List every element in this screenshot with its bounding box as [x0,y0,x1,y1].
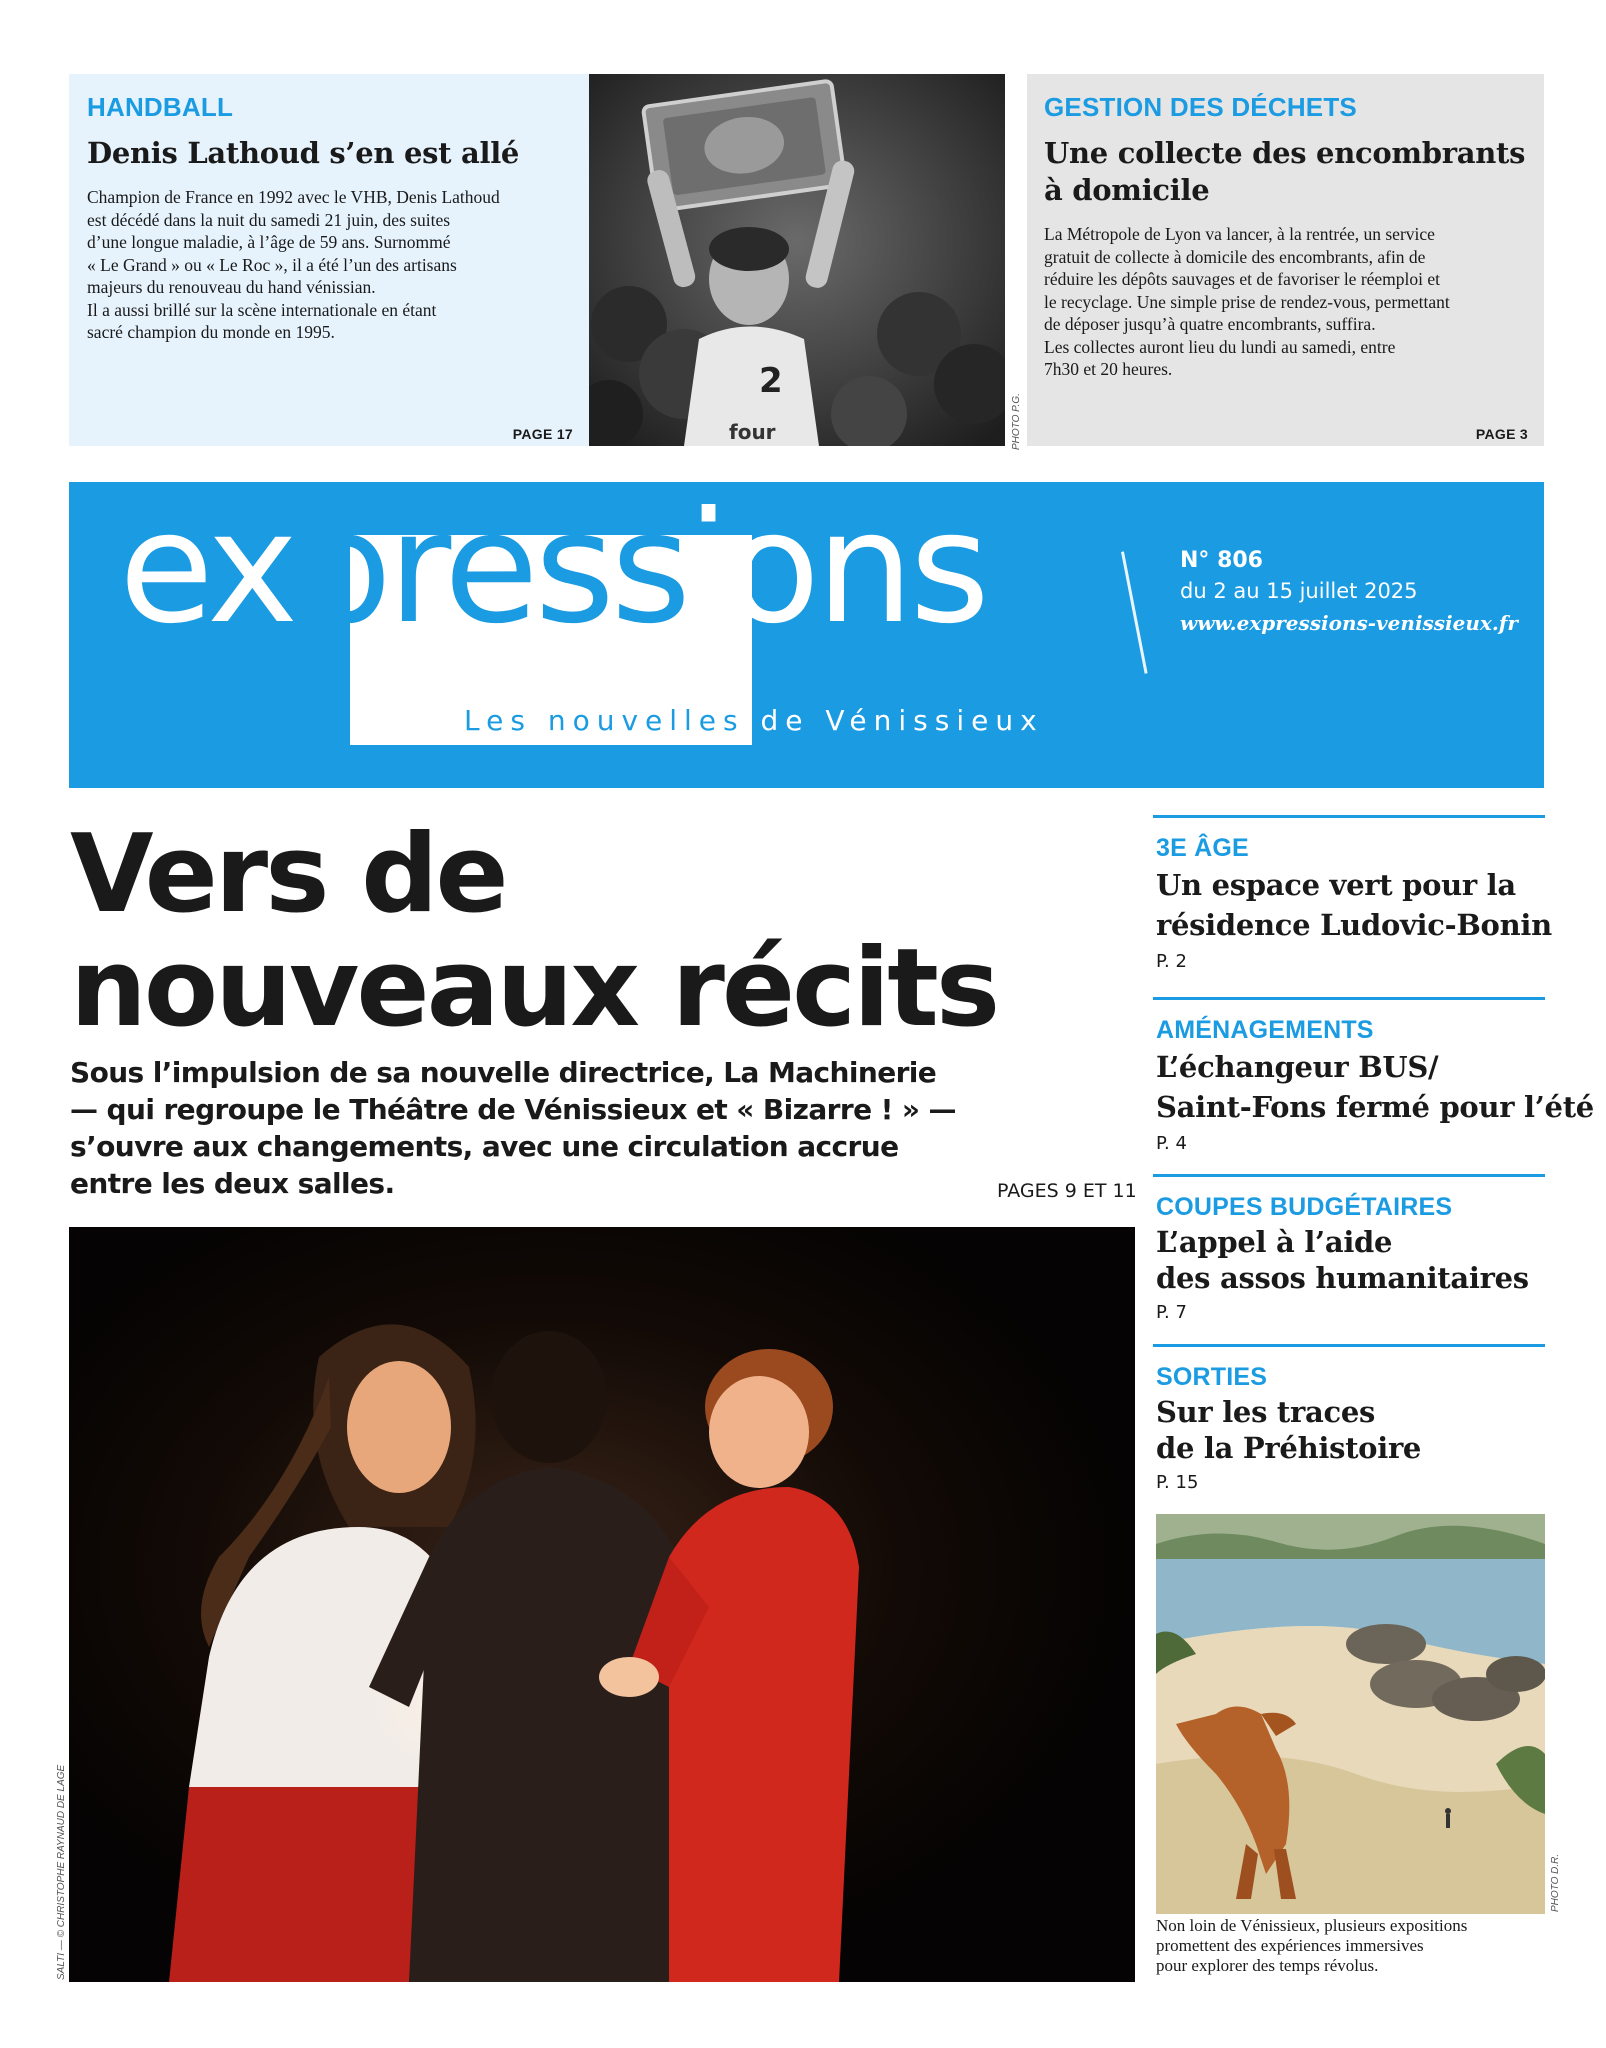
svg-text:four: four [729,420,776,444]
main-deck: Sous l’impulsion de sa nouvelle directrice, La Machinerie — qui regroupe le Théâtre de Vénissieux et « Bizarre ! » — s’ouvre aux changements, avec une circulation accrue entre les deux salles. [70,1056,956,1200]
svg-text:2: 2 [759,361,783,401]
handball-photo [589,74,1005,446]
sidebar-kicker: AMÉNAGEMENTS [1156,1016,1374,1044]
sidebar-kicker: COUPES BUDGÉTAIRES [1156,1193,1453,1221]
masthead-divider [1121,551,1148,673]
teaser-kicker: GESTION DES DÉCHETS [1044,92,1357,122]
sidebar-item-amenagements[interactable] [1153,997,1594,1172]
issue-info [1180,548,1518,635]
teaser-dechets[interactable] [1027,74,1544,446]
sidebar-kicker: 3E ÂGE [1156,834,1249,862]
main-photo-illustration [69,1227,1135,1982]
website-link[interactable]: www.expressions-venissieux.fr [1180,611,1518,635]
main-photo-theatre [69,1227,1135,1982]
main-pages-ref[interactable]: PAGES 9 ET 11 [997,1180,1137,1202]
sidebar-page-ref[interactable]: P. 15 [1156,1472,1199,1493]
teaser-title[interactable]: Une collecte des encombrants à domicile [1044,136,1526,207]
prehistory-photo [1156,1514,1545,1914]
sidebar-item-sorties[interactable] [1153,1344,1545,1514]
teaser-kicker: HANDBALL [87,92,234,122]
masthead-logo[interactable]: expressions [119,482,986,658]
teaser-body: La Métropole de Lyon va lancer, à la rentrée, un service gratuit de collecte à domicile des encombrants, afin de réduire les dépôts sauvages et de favoriser le réemploi et le recyclage. Une simple prise de rendez-vous, permettant de déposer jusqu’à quatre encombrants, suffira. Les collectes auront lieu du lundi au samedi, entre 7h30 et 20 heures. [1044,224,1450,379]
main-headline[interactable]: Vers de nouveaux récits [70,812,998,1051]
teaser-page-ref[interactable]: PAGE 17 [512,426,573,442]
teaser-handball[interactable] [69,74,589,446]
sidebar-title[interactable]: Un espace vert pour la résidence Ludovic-Bonin [1156,868,1552,942]
handball-photo-illustration [589,74,1005,446]
teaser-body: Champion de France en 1992 avec le VHB, Denis Lathoud est décédé dans la nuit du samedi 21 juin, des suites d’une longue maladie, à l’âge de 59 ans. Surnommé « Le Grand » ou « Le Roc », il a été l’un des artisans majeurs du renouveau du hand vénissian. Il a aussi brillé sur la scène internationale en étant sacré champion du monde en 1995. [87,187,500,342]
sidebar-page-ref[interactable]: P. 2 [1156,951,1187,972]
masthead-tagline: Les nouvelles de Vénissieux [464,704,1044,737]
prehistory-photo-credit: PHOTO D.R. [1550,1853,1561,1912]
sidebar-item-coupes-budgetaires[interactable] [1153,1174,1545,1344]
issue-number: N° 806 [1180,548,1263,573]
sidebar-title[interactable]: Sur les traces de la Préhistoire [1156,1395,1422,1465]
prehistory-photo-illustration [1156,1514,1545,1914]
masthead [69,482,1544,788]
sidebar-kicker: SORTIES [1156,1363,1268,1391]
sidebar-item-3e-age[interactable] [1153,815,1552,995]
sidebar-page-ref[interactable]: P. 4 [1156,1133,1187,1154]
sidebar-page-ref[interactable]: P. 7 [1156,1302,1187,1323]
sidebar-title[interactable]: L’échangeur BUS/ Saint-Fons fermé pour l’été [1156,1050,1594,1124]
teaser-page-ref[interactable]: PAGE 3 [1475,426,1528,442]
main-photo-credit: SALTI — © CHRISTOPHE RAYNAUD DE LAGE [56,1764,67,1980]
prehistory-caption: Non loin de Vénissieux, plusieurs expositions promettent des expériences immersives pour explorer des temps révolus. [1156,1916,1468,1975]
handball-photo-credit: PHOTO P.G. [1011,393,1022,450]
issue-dates: du 2 au 15 juillet 2025 [1180,579,1418,603]
teaser-title[interactable]: Denis Lathoud s’en est allé [87,136,520,170]
sidebar-title[interactable]: L’appel à l’aide des assos humanitaires [1156,1225,1529,1295]
